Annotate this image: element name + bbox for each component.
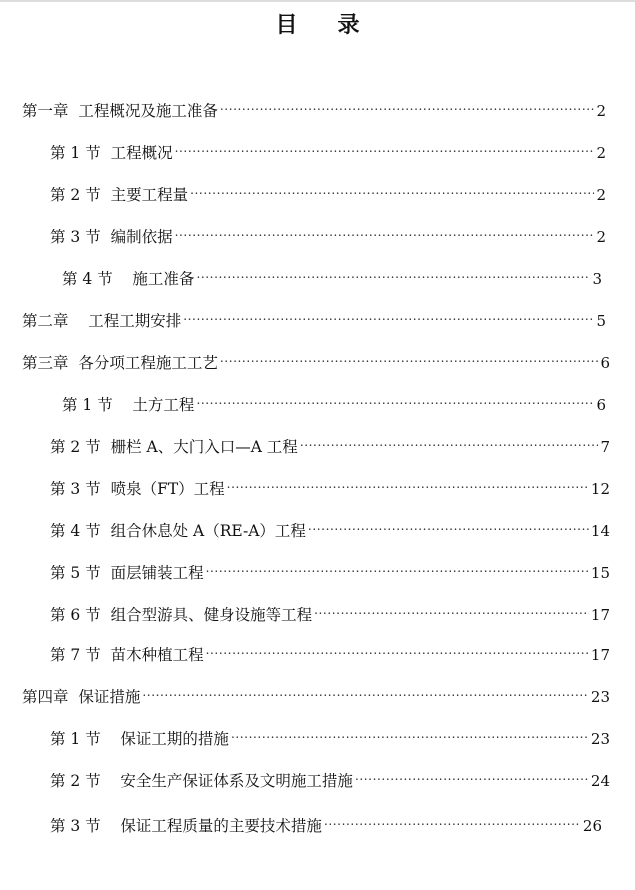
dot-leader bbox=[231, 720, 589, 744]
dot-leader bbox=[220, 92, 595, 116]
toc-entry-label: 第 1 节 工程概况 bbox=[50, 144, 173, 162]
toc-entry-label: 第 2 节 安全生产保证体系及文明施工措施 bbox=[50, 772, 353, 790]
toc-entry-3-7[interactable] bbox=[50, 636, 610, 664]
toc-entry-page: 17 bbox=[590, 646, 610, 664]
toc-entry-label: 第 4 节 施工准备 bbox=[62, 270, 195, 288]
toc-entry-3-6[interactable] bbox=[50, 596, 610, 624]
toc-entry-page: 7 bbox=[600, 438, 610, 456]
dot-leader bbox=[227, 470, 589, 494]
toc-entry-label: 第 6 节 组合型游具、健身设施等工程 bbox=[50, 606, 313, 624]
toc-entry-page: 14 bbox=[590, 522, 610, 540]
dot-leader bbox=[190, 176, 594, 200]
toc-entry-page: 3 bbox=[592, 270, 602, 288]
toc-entry-3-4[interactable] bbox=[50, 512, 610, 540]
toc-entry-label: 第 2 节 主要工程量 bbox=[50, 186, 189, 204]
dot-leader bbox=[206, 636, 589, 660]
dot-leader bbox=[196, 386, 594, 410]
toc-entry-1-1[interactable] bbox=[50, 134, 606, 162]
dot-leader bbox=[355, 762, 589, 786]
toc-entry-label: 第 5 节 面层铺装工程 bbox=[50, 564, 204, 582]
toc-entry-chapter-4[interactable] bbox=[22, 678, 610, 706]
toc-entry-page: 2 bbox=[596, 102, 606, 120]
toc-entry-3-3[interactable] bbox=[50, 470, 610, 498]
dot-leader bbox=[196, 260, 590, 284]
dot-leader bbox=[220, 344, 599, 368]
toc-entry-page: 2 bbox=[596, 144, 606, 162]
toc-entry-label: 第三章 各分项工程施工工艺 bbox=[22, 354, 218, 372]
toc-entry-page: 6 bbox=[596, 396, 606, 414]
dot-leader bbox=[206, 554, 589, 578]
toc-entry-4-1[interactable] bbox=[50, 720, 610, 748]
toc-entry-label: 第 7 节 苗木种植工程 bbox=[50, 646, 204, 664]
toc-entry-label: 第 3 节 喷泉（FT）工程 bbox=[50, 480, 225, 498]
toc-entry-page: 5 bbox=[596, 312, 606, 330]
toc-entry-page: 26 bbox=[582, 817, 602, 835]
dot-leader bbox=[183, 302, 594, 326]
toc-entry-page: 23 bbox=[590, 730, 610, 748]
toc-entry-page: 17 bbox=[590, 606, 610, 624]
toc-entry-page: 6 bbox=[600, 354, 610, 372]
toc-entry-3-1[interactable] bbox=[62, 386, 606, 414]
toc-entry-page: 2 bbox=[596, 186, 606, 204]
toc-entry-chapter-3[interactable] bbox=[22, 344, 610, 372]
toc-entry-chapter-1[interactable] bbox=[22, 92, 606, 120]
dot-leader bbox=[142, 678, 589, 702]
toc-entry-label: 第 1 节 保证工期的措施 bbox=[50, 730, 229, 748]
dot-leader bbox=[314, 596, 589, 620]
toc-entry-label: 第一章 工程概况及施工准备 bbox=[22, 102, 218, 120]
toc-entry-label: 第 2 节 栅栏 A、大门入口—A 工程 bbox=[50, 438, 298, 456]
toc-entry-label: 第四章 保证措施 bbox=[22, 688, 141, 706]
toc-entry-page: 23 bbox=[590, 688, 610, 706]
toc-entry-4-3[interactable] bbox=[50, 807, 602, 835]
toc-entry-page: 15 bbox=[590, 564, 610, 582]
toc-title-right: 录 bbox=[337, 13, 360, 38]
toc-entry-chapter-2[interactable] bbox=[22, 302, 606, 330]
dot-leader bbox=[175, 218, 595, 242]
toc-entry-4-2[interactable] bbox=[50, 762, 610, 790]
dot-leader bbox=[300, 428, 599, 452]
toc-entry-page: 24 bbox=[590, 772, 610, 790]
dot-leader bbox=[308, 512, 589, 536]
toc-entry-label: 第 3 节 编制依据 bbox=[50, 228, 173, 246]
toc-entry-1-3[interactable] bbox=[50, 218, 606, 246]
toc-title-left: 目 bbox=[275, 13, 298, 38]
toc-entry-3-5[interactable] bbox=[50, 554, 610, 582]
dot-leader bbox=[175, 134, 595, 158]
toc-entry-1-4[interactable] bbox=[62, 260, 602, 288]
toc-entry-label: 第 3 节 保证工程质量的主要技术措施 bbox=[50, 817, 322, 835]
toc-entry-page: 2 bbox=[596, 228, 606, 246]
toc-entry-3-2[interactable] bbox=[50, 428, 610, 456]
dot-leader bbox=[324, 807, 581, 831]
toc-entry-label: 第二章 工程工期安排 bbox=[22, 312, 182, 330]
toc-entry-label: 第 1 节 土方工程 bbox=[62, 396, 195, 414]
toc-entry-page: 12 bbox=[590, 480, 610, 498]
toc-entry-1-2[interactable] bbox=[50, 176, 606, 204]
toc-entry-label: 第 4 节 组合休息处 A（RE-A）工程 bbox=[50, 522, 306, 540]
